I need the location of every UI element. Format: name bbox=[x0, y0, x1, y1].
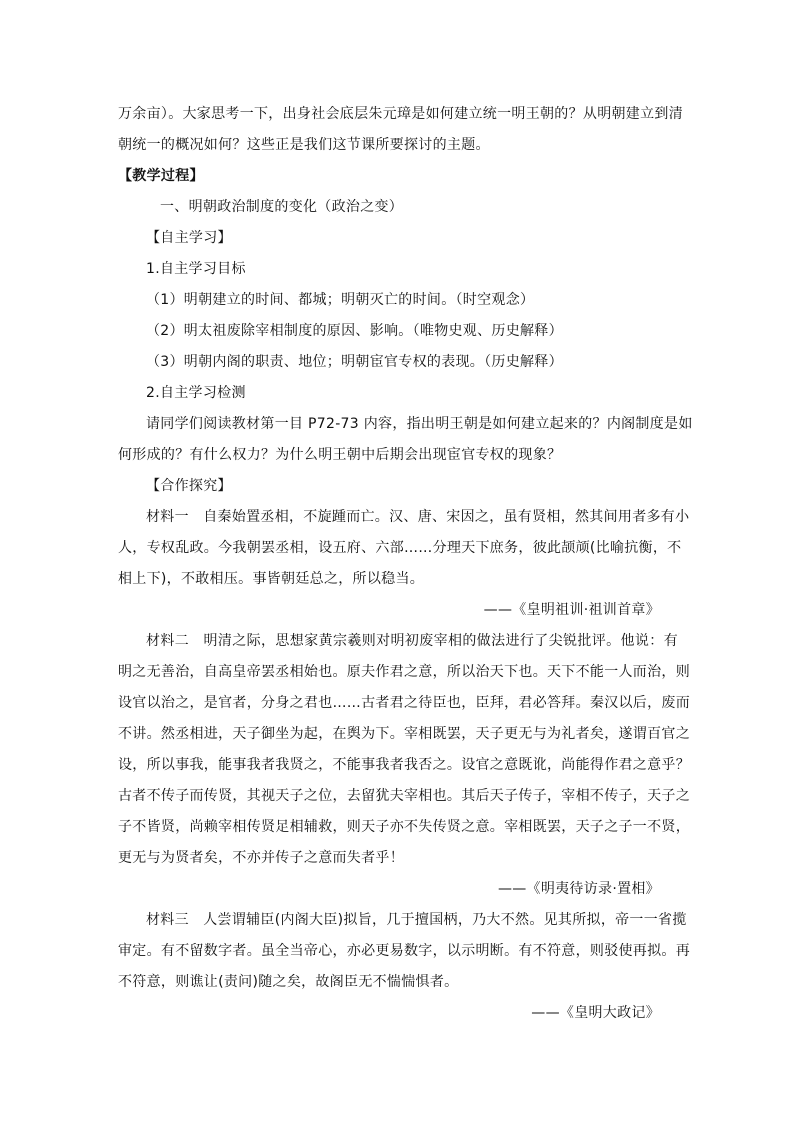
cooperate-heading: 【合作探究】 bbox=[146, 478, 232, 494]
check-line-2: 何形成的？有什么权力？为什么明王朝中后期会出现宦官专权的现象？ bbox=[118, 447, 562, 463]
material3-source: ——《皇明大政记》 bbox=[531, 1005, 660, 1021]
material2-source: ——《明夷待访录·置相》 bbox=[497, 881, 660, 897]
material3-line: 不符意，则谯让(责问)随之矣，故阁臣无不惴惴惧者。 bbox=[118, 974, 459, 990]
material3-line: 材料三 人尝谓辅臣(内阁大臣)拟旨，几于擅国柄，乃大不然。见其所拟，帝一一省揽 bbox=[146, 912, 687, 928]
intro-line-2: 朝统一的概况如何？这些正是我们这节课所要探讨的主题。 bbox=[118, 137, 490, 153]
material1-line: 相上下)，不敢相压。事皆朝廷总之，所以稳当。 bbox=[118, 571, 425, 587]
material3-line: 审定。有不留数字者。虽全当帝心，亦必更易数字，以示明断。有不符意，则驳使再拟。再 bbox=[118, 943, 690, 959]
intro-line-1: 万余亩）。大家思考一下，出身社会底层朱元璋是如何建立统一明王朝的？从明朝建立到清 bbox=[118, 106, 683, 122]
self-study-heading: 【自主学习】 bbox=[146, 230, 232, 246]
check-title: 2.自主学习检测 bbox=[146, 385, 246, 401]
goal-item: （2）明太祖废除宰相制度的原因、影响。（唯物史观、历史解释） bbox=[146, 323, 563, 339]
section1-title: 一、明朝政治制度的变化（政治之变） bbox=[160, 199, 404, 215]
material2-line: 更无与为贤者矣，不亦并传子之意而失者乎！ bbox=[118, 850, 404, 866]
goal-item: （1）明朝建立的时间、都城；明朝灭亡的时间。（时空观念） bbox=[146, 292, 535, 308]
material2-line: 不讲。然丞相进，天子御坐为起，在舆为下。宰相既罢，天子更无与为礼者矣，遂谓百官之 bbox=[118, 726, 690, 742]
material1-source: ——《皇明祖训·祖训首章》 bbox=[483, 602, 660, 618]
material1-line: 人，专权乱政。今我朝罢丞相，设五府、六部……分理天下庶务，彼此颉颃(比喻抗衡，不 bbox=[118, 540, 682, 556]
process-heading: 【教学过程】 bbox=[118, 168, 204, 184]
goal-title: 1.自主学习目标 bbox=[146, 261, 246, 277]
material2-line: 材料二 明清之际，思想家黄宗羲则对明初废宰相的做法进行了尖锐批评。他说：有 bbox=[146, 633, 678, 649]
material2-line: 设官以治之，是官者，分身之君也……古者君之待臣也，臣拜，君必答拜。秦汉以后，废而 bbox=[118, 695, 690, 711]
check-line-1: 请同学们阅读教材第一目 P72-73 内容，指出明王朝是如何建立起来的？内阁制度是如 bbox=[146, 416, 693, 432]
material2-line: 古者不传子而传贤，其视天子之位，去留犹夫宰相也。其后天子传子，宰相不传子，天子之 bbox=[118, 788, 690, 804]
material2-line: 明之无善治，自高皇帝罢丞相始也。原夫作君之意，所以治天下也。天下不能一人而治，则 bbox=[118, 664, 690, 680]
material2-line: 子不皆贤，尚赖宰相传贤足相辅救，则天子亦不失传贤之意。宰相既罢，天子之子一不贤， bbox=[118, 819, 690, 835]
material1-line: 材料一 自秦始置丞相，不旋踵而亡。汉、唐、宋因之，虽有贤相，然其间用者多有小 bbox=[146, 509, 690, 525]
material2-line: 设，所以事我，能事我者我贤之，不能事我者我否之。设官之意既讹，尚能得作君之意乎？ bbox=[118, 757, 690, 773]
goal-item: （3）明朝内阁的职责、地位；明朝宦官专权的表现。（历史解释） bbox=[146, 354, 563, 370]
